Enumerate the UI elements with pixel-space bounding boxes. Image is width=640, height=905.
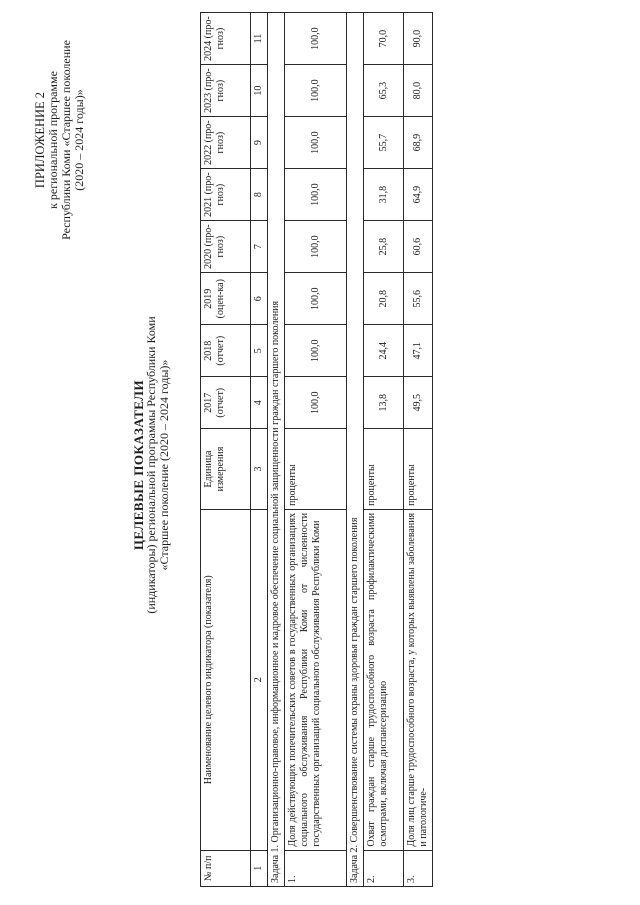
value-2019: 100,0 (285, 273, 347, 325)
unit-cell: проценты (404, 429, 433, 510)
value-2023: 80,0 (404, 65, 433, 117)
value-2017: 13,8 (364, 377, 404, 429)
table-row (285, 13, 347, 887)
header-cell: 2019 (оцен-ка) (201, 273, 251, 325)
task-1-heading: Задача 1. Организационно-правовое, информационное и кадровое обеспечение социальной защищенности граждан старшего поколения (268, 13, 285, 887)
header-cell: 2022 (про-гноз) (201, 117, 251, 169)
column-number: 6 (251, 273, 268, 325)
column-number: 5 (251, 325, 268, 377)
value-2020: 100,0 (285, 221, 347, 273)
unit-cell: проценты (285, 429, 347, 510)
table-row (364, 13, 404, 887)
header-cell: 2020 (про-гноз) (201, 221, 251, 273)
header-cell: 2018 (отчет) (201, 325, 251, 377)
table-header-row (201, 13, 251, 887)
column-number: 3 (251, 429, 268, 510)
value-2023: 100,0 (285, 65, 347, 117)
appendix-header (34, 25, 86, 255)
task-row (268, 13, 285, 887)
column-number: 10 (251, 65, 268, 117)
table-column-numbers-row (251, 13, 268, 887)
header-cell: № п/п (201, 850, 251, 886)
value-2017: 100,0 (285, 377, 347, 429)
column-number: 1 (251, 850, 268, 886)
title-main: ЦЕЛЕВЫЕ ПОКАЗАТЕЛИ (131, 379, 146, 551)
table-row (404, 13, 433, 887)
column-number: 8 (251, 169, 268, 221)
value-2017: 49,5 (404, 377, 433, 429)
column-number: 11 (251, 13, 268, 65)
header-cell: Единица измерения (201, 429, 251, 510)
value-2018: 100,0 (285, 325, 347, 377)
task-row (347, 13, 364, 887)
value-2023: 65,3 (364, 65, 404, 117)
value-2022: 100,0 (285, 117, 347, 169)
document-title (132, 185, 171, 745)
indicators-table (200, 12, 433, 887)
appendix-line: Республики Коми «Старшее поколение (59, 40, 73, 240)
unit-cell: проценты (364, 429, 404, 510)
column-number: 7 (251, 221, 268, 273)
column-number: 2 (251, 509, 268, 850)
value-2024: 100,0 (285, 13, 347, 65)
task-2-heading: Задача 2. Совершенствование системы охраны здоровья граждан старшего поколения (347, 13, 364, 887)
value-2020: 25,8 (364, 221, 404, 273)
appendix-number: ПРИЛОЖЕНИЕ 2 (33, 91, 47, 189)
value-2018: 24,4 (364, 325, 404, 377)
title-program: «Старшее поколение (2020 – 2024 годы)» (157, 359, 171, 571)
value-2021: 31,8 (364, 169, 404, 221)
value-2022: 68,9 (404, 117, 433, 169)
row-number: 2. (364, 850, 404, 886)
indicator-name: Доля действующих попечительских советов в государственных организациях социального обслуживания Республики Коми от численности государственных организаций социального обслуживания Республики Коми (285, 509, 347, 850)
value-2021: 64,9 (404, 169, 433, 221)
indicator-name: Доля лиц старше трудоспособного возраста, у которых выявлены заболевания и патологиче- (404, 509, 433, 850)
row-number: 3. (404, 850, 433, 886)
value-2022: 55,7 (364, 117, 404, 169)
title-subtitle: (индикаторы) региональной программы Республики Коми (144, 316, 158, 614)
value-2021: 100,0 (285, 169, 347, 221)
row-number: 1. (285, 850, 347, 886)
value-2020: 60,6 (404, 221, 433, 273)
appendix-line: (2020 – 2024 годы)» (72, 89, 86, 191)
value-2019: 55,6 (404, 273, 433, 325)
value-2019: 20,8 (364, 273, 404, 325)
indicator-name: Охват граждан старше трудоспособного возраста профилактическими осмотрами, включая диспансеризацию (364, 509, 404, 850)
column-number: 9 (251, 117, 268, 169)
header-cell: 2021 (про-гноз) (201, 169, 251, 221)
header-cell: 2017 (отчет) (201, 377, 251, 429)
header-cell: Наименование целевого индикатора (показателя) (201, 509, 251, 850)
appendix-line: к региональной программе (46, 71, 60, 209)
value-2018: 47,1 (404, 325, 433, 377)
header-cell: 2024 (про-гноз) (201, 13, 251, 65)
header-cell: 2023 (про-гноз) (201, 65, 251, 117)
value-2024: 70,0 (364, 13, 404, 65)
column-number: 4 (251, 377, 268, 429)
value-2024: 90,0 (404, 13, 433, 65)
